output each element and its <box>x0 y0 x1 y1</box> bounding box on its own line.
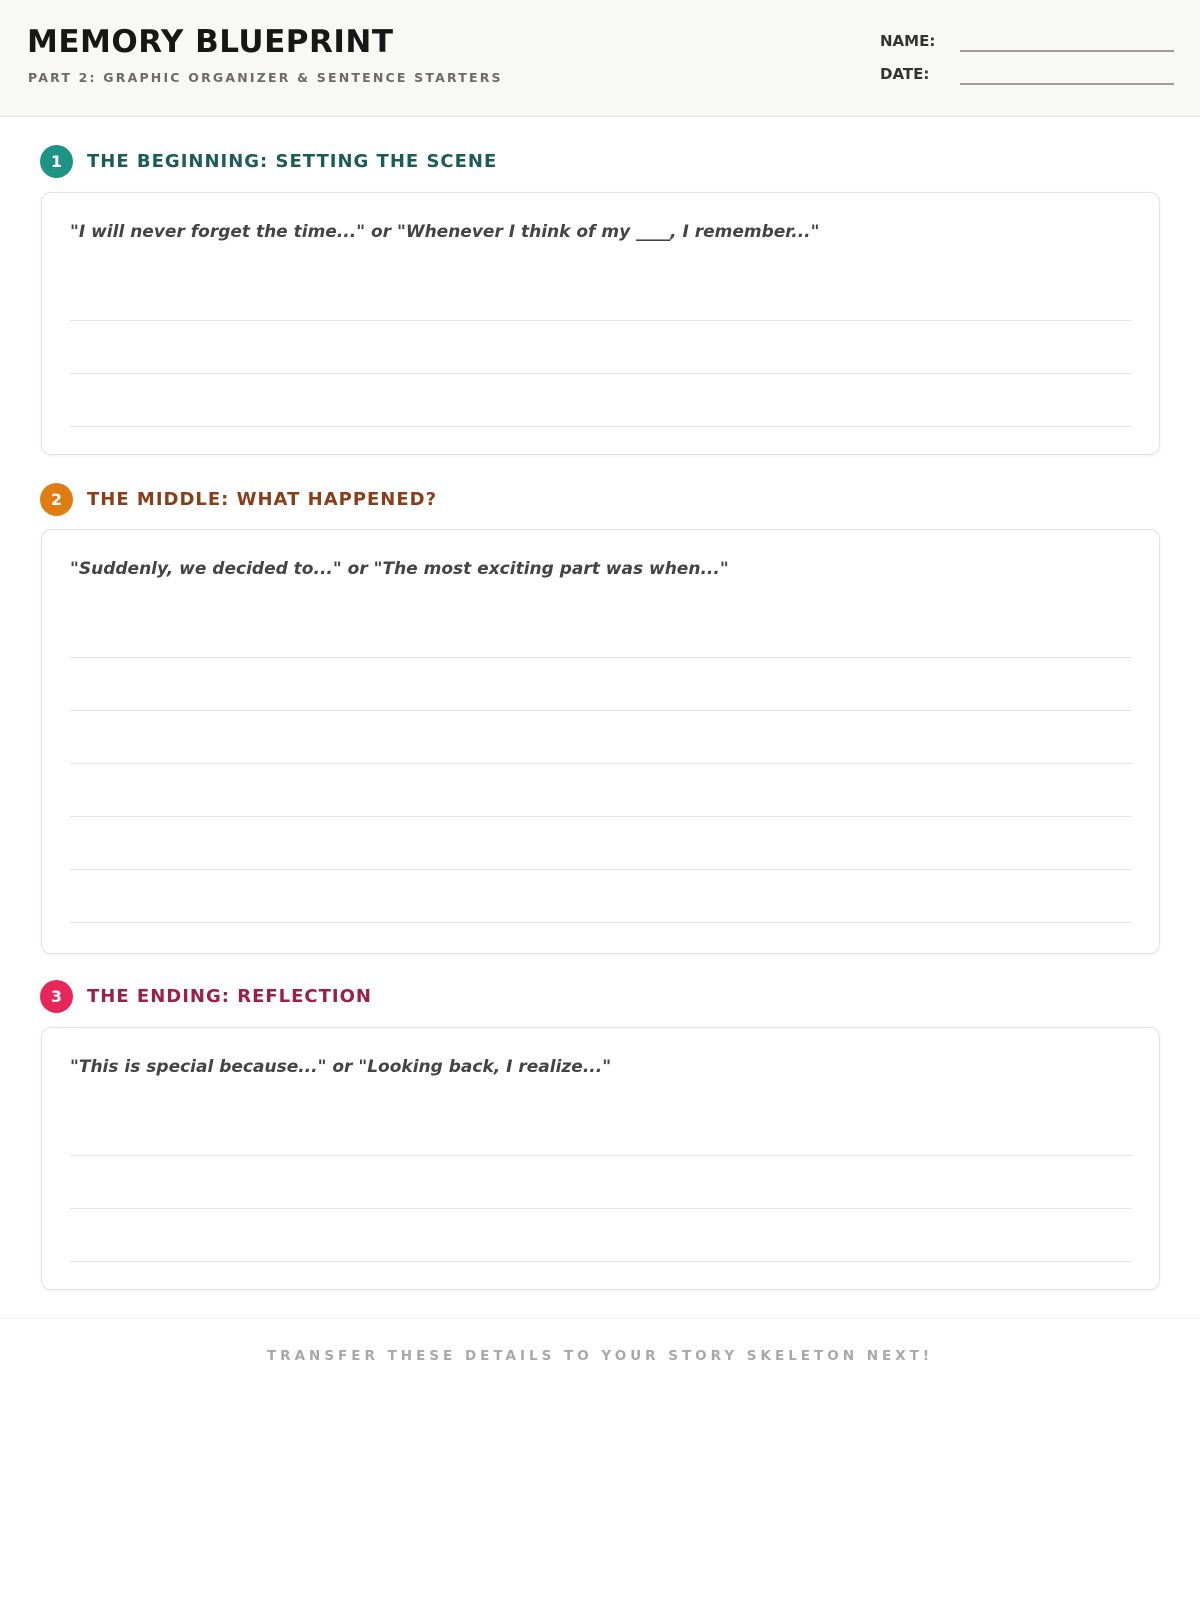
section-middle-box <box>41 529 1160 954</box>
section-beginning-heading <box>40 144 497 178</box>
writing-line[interactable] <box>70 816 1132 817</box>
section-title: THE ENDING: REFLECTION <box>87 985 372 1007</box>
section-number-badge: 3 <box>40 980 73 1013</box>
writing-line[interactable] <box>70 657 1132 658</box>
name-label: NAME: <box>880 32 936 50</box>
writing-line[interactable] <box>70 426 1132 427</box>
sentence-starter: "I will never forget the time..." or "Whenever I think of my ____, I remember..." <box>70 222 820 242</box>
page-subtitle: PART 2: GRAPHIC ORGANIZER & SENTENCE STARTERS <box>28 70 503 85</box>
section-middle-heading <box>40 482 437 516</box>
writing-line[interactable] <box>70 763 1132 764</box>
writing-line[interactable] <box>70 373 1132 374</box>
writing-line[interactable] <box>70 1155 1132 1156</box>
worksheet-header <box>0 0 1200 117</box>
section-number-badge: 1 <box>40 145 73 178</box>
writing-line[interactable] <box>70 320 1132 321</box>
footer-divider <box>0 1318 1200 1319</box>
section-ending-heading <box>40 979 372 1013</box>
date-label: DATE: <box>880 65 930 83</box>
writing-line[interactable] <box>70 1208 1132 1209</box>
page-title: MEMORY BLUEPRINT <box>27 24 394 60</box>
name-field[interactable] <box>960 50 1174 52</box>
section-title: THE BEGINNING: SETTING THE SCENE <box>87 150 498 172</box>
section-number-badge: 2 <box>40 483 73 516</box>
writing-line[interactable] <box>70 922 1132 923</box>
writing-line[interactable] <box>70 710 1132 711</box>
section-title: THE MIDDLE: WHAT HAPPENED? <box>87 488 438 510</box>
sentence-starter: "Suddenly, we decided to..." or "The most exciting part was when..." <box>70 559 729 579</box>
date-field[interactable] <box>960 83 1174 85</box>
sentence-starter: "This is special because..." or "Looking back, I realize..." <box>70 1057 612 1077</box>
section-beginning-box <box>41 192 1160 455</box>
section-ending-box <box>41 1027 1160 1290</box>
footer-note: TRANSFER THESE DETAILS TO YOUR STORY SKELETON NEXT! <box>266 1348 934 1364</box>
writing-line[interactable] <box>70 1261 1132 1262</box>
writing-line[interactable] <box>70 869 1132 870</box>
